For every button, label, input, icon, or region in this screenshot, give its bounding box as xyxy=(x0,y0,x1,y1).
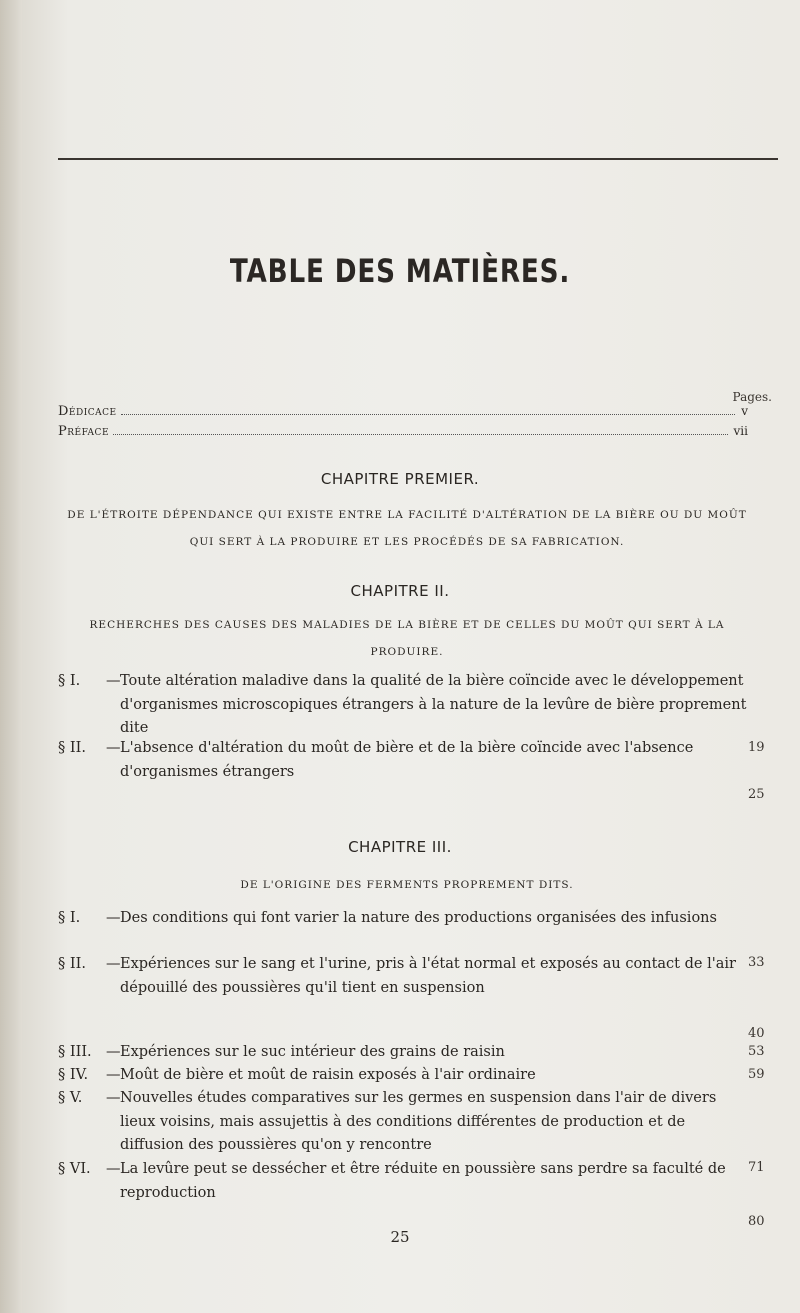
toc-section[interactable] xyxy=(58,1158,752,1205)
section-text: Nouvelles études comparatives sur les germes en suspension dans l'air de divers lieux voisins, mais assujettis à des conditions différentes de production et de diffusion des poussières qu'on y rencontre xyxy=(120,1090,717,1153)
chapter-heading: CHAPITRE II. xyxy=(350,582,450,600)
toc-section[interactable] xyxy=(58,670,752,741)
section-text: Toute altération maladive dans la qualité de la bière coïncide avec le développement d'organismes microscopiques étrangers à la nature de la levûre de bière proprement dite xyxy=(120,673,747,736)
section-number: § III. xyxy=(58,1044,92,1060)
section-number: § I. xyxy=(58,910,81,926)
section-number: § II. xyxy=(58,956,86,972)
toc-entry-preface[interactable] xyxy=(58,424,748,439)
section-number: § V. xyxy=(58,1090,83,1106)
toc-section[interactable] xyxy=(58,907,752,931)
page-footer-signature: 25 xyxy=(390,1228,410,1246)
section-dash: — xyxy=(106,1161,121,1177)
chapter-subtitle: RECHERCHES DES CAUSES DES MALADIES DE LA BIÈRE ET DE CELLES DU MOÛT QUI SERT À LA PRODUIRE. xyxy=(89,619,725,658)
section-dash: — xyxy=(106,1090,121,1106)
section-dash: — xyxy=(106,740,121,756)
toc-entry-label: Préface xyxy=(58,424,110,439)
section-page: 59 xyxy=(748,1067,765,1082)
chapter-heading: CHAPITRE III. xyxy=(348,838,452,856)
toc-entry-page: v xyxy=(741,404,748,418)
dot-leader xyxy=(121,414,736,415)
toc-section[interactable] xyxy=(58,1041,752,1065)
top-rule xyxy=(58,158,778,160)
section-number: § II. xyxy=(58,740,86,756)
section-dash: — xyxy=(106,673,121,689)
section-page: 33 xyxy=(748,955,765,970)
section-page: 19 xyxy=(748,740,765,755)
section-text: L'absence d'altération du moût de bière et de la bière coïncide avec l'absence d'organismes étrangers xyxy=(120,740,694,780)
section-dash: — xyxy=(106,1067,121,1083)
section-number: § IV. xyxy=(58,1067,89,1083)
chapter-subtitle: DE L'ÉTROITE DÉPENDANCE QUI EXISTE ENTRE LA FACILITÉ D'ALTÉRATION DE LA BIÈRE OU DU MOÛT QUI SERT À LA PRODUIRE ET LES PROCÉDÉS DE SA FABRICATION. xyxy=(67,509,747,548)
section-page: 71 xyxy=(748,1160,765,1175)
chapter-subtitle: DE L'ORIGINE DES FERMENTS PROPREMENT DITS. xyxy=(240,879,574,891)
section-dash: — xyxy=(106,956,121,972)
section-dash: — xyxy=(106,1044,121,1060)
section-page: 40 xyxy=(748,1026,765,1041)
book-binding xyxy=(0,0,22,1313)
toc-section[interactable] xyxy=(58,737,752,784)
section-text: Expériences sur le sang et l'urine, pris à l'état normal et exposés au contact de l'air dépouillé des poussières qu'il tient en suspension xyxy=(120,956,736,996)
section-number: § VI. xyxy=(58,1161,91,1177)
section-text: La levûre peut se dessécher et être réduite en poussière sans perdre sa faculté de reproduction xyxy=(120,1161,726,1201)
section-page: 53 xyxy=(748,1044,765,1059)
section-text: Moût de bière et moût de raisin exposés à l'air ordinaire xyxy=(120,1067,536,1083)
toc-section[interactable] xyxy=(58,1087,752,1158)
section-dash: — xyxy=(106,910,121,926)
toc-section[interactable] xyxy=(58,953,752,1000)
section-number: § I. xyxy=(58,673,81,689)
dot-leader xyxy=(113,434,728,435)
section-text: Des conditions qui font varier la nature des productions organisées des infusions xyxy=(120,910,717,926)
section-page: 25 xyxy=(748,787,765,802)
section-text: Expériences sur le suc intérieur des grains de raisin xyxy=(120,1044,505,1060)
pages-column-label: Pages. xyxy=(732,390,772,404)
toc-entry-label: Dédicace xyxy=(58,404,117,419)
toc-entry-dedicace[interactable] xyxy=(58,404,748,419)
toc-entry-page: vii xyxy=(733,424,748,438)
section-page: 80 xyxy=(748,1214,765,1229)
toc-section[interactable] xyxy=(58,1064,752,1088)
page-title: TABLE DES MATIÈRES. xyxy=(229,252,571,290)
chapter-heading: CHAPITRE PREMIER. xyxy=(320,470,480,488)
